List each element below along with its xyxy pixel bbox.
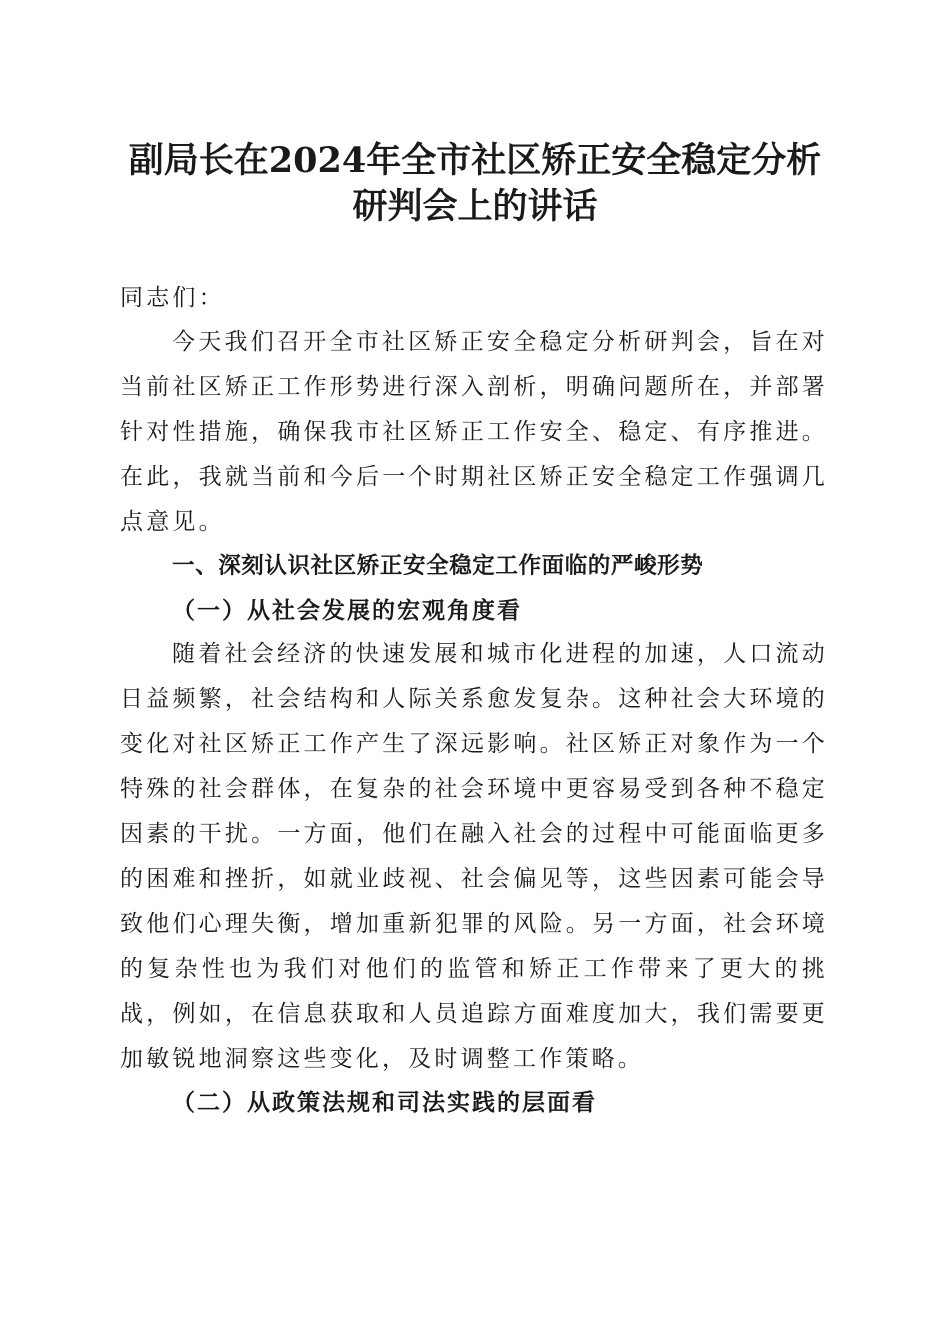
subsection-1-heading: （一）从社会发展的宏观角度看 bbox=[172, 597, 522, 624]
document-title-line-2: 研判会上的讲话 bbox=[352, 186, 598, 227]
salutation: 同志们： bbox=[120, 285, 225, 311]
subsection-2-heading: （二）从政策法规和司法实践的层面看 bbox=[172, 1089, 597, 1116]
subsection-1-paragraph: 随着社会经济的快速发展和城市化进程的加速，人口流动日益频繁，社会结构和人际关系愈发复杂。这种社会大环境的变化对社区矫正工作产生了深远影响。社区矫正对象作为一个特殊的社会群体，在复杂的社会环境中更容易受到各种不稳定因素的干扰。一方面，他们在融入社会的过程中可能面临更多的困难和挫折，如就业歧视、社会偏见等，这些因素可能会导致他们心理失衡，增加重新犯罪的风险。另一方面，社会环境的复杂性也为我们对他们的监管和矫正工作带来了更大的挑战，例如，在信息获取和人员追踪方面难度加大，我们需要更加敏锐地洞察这些变化，及时调整工作策略。 bbox=[120, 641, 828, 1072]
document-title-line-1: 副局长在2024年全市社区矫正安全稳定分析 bbox=[128, 140, 822, 181]
section-1-heading: 一、深刻认识社区矫正安全稳定工作面临的严峻形势 bbox=[172, 553, 704, 579]
intro-paragraph: 今天我们召开全市社区矫正安全稳定分析研判会，旨在对当前社区矫正工作形势进行深入剖析，明确问题所在，并部署针对性措施，确保我市社区矫正工作安全、稳定、有序推进。在此，我就当前和今后一个时期社区矫正安全稳定工作强调几点意见。 bbox=[120, 329, 828, 535]
